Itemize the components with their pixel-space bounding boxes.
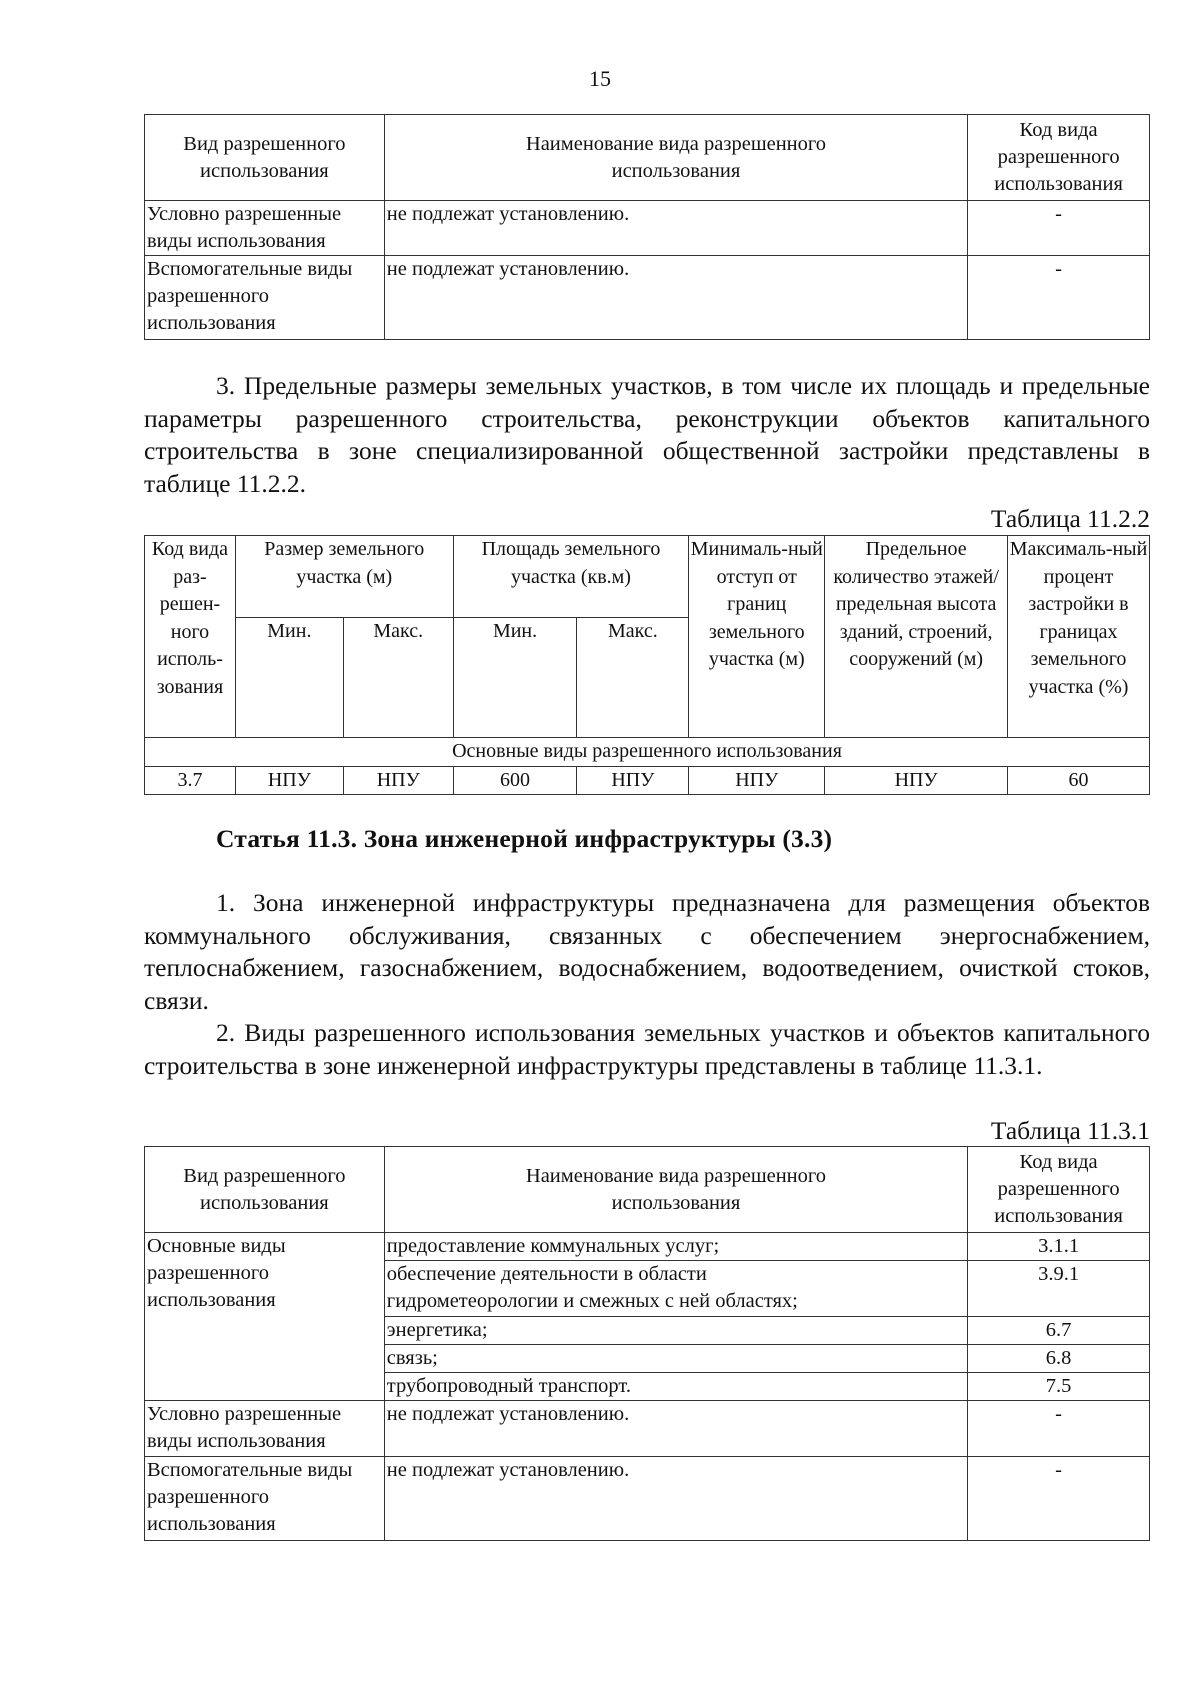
section-row: Основные виды разрешенного использования bbox=[145, 738, 1150, 767]
table-cell: - bbox=[968, 201, 1150, 256]
header-code: Код вида разрешенного использования bbox=[968, 1147, 1150, 1233]
table-cell: не подлежат установлению. bbox=[384, 256, 967, 340]
table-cell: 60 bbox=[1008, 766, 1150, 795]
table-cell: связь; bbox=[384, 1345, 967, 1373]
table-cell: 3.7 bbox=[145, 766, 236, 795]
header-size: Размер земельного участка (м) bbox=[235, 536, 453, 618]
table-cell: - bbox=[968, 1401, 1150, 1457]
header-type: Вид разрешенного использования bbox=[145, 115, 385, 201]
table-cell: НПУ bbox=[689, 766, 825, 795]
table-cell: обеспечение деятельности в области гидрометеорологии и смежных с ней областях; bbox=[384, 1261, 967, 1317]
table-cell: не подлежат установлению. bbox=[384, 1457, 967, 1541]
table-cell: трубопроводный транспорт. bbox=[384, 1373, 967, 1401]
header-name: Наименование вида разрешенного использования bbox=[384, 115, 967, 201]
table-cell: НПУ bbox=[343, 766, 453, 795]
header-code: Код вида раз-решен-ного исполь-зования bbox=[145, 536, 236, 738]
header-area-min: Мин. bbox=[453, 618, 577, 738]
caption-table-1122: Таблица 11.2.2 bbox=[990, 504, 1150, 533]
header-size-min: Мин. bbox=[235, 618, 343, 738]
header-size-max: Макс. bbox=[343, 618, 453, 738]
paragraph-3-text: 3. Предельные размеры земельных участков, в том числе их площадь и предельные параметры разрешенного строительства, реконструкции объектов капитального строительства в зоне специализированной общественной застройки представлены в таблице 11.2.2. bbox=[144, 371, 1150, 498]
table-cell: 6.8 bbox=[968, 1345, 1150, 1373]
paragraphs-11-3 bbox=[144, 887, 1150, 1082]
table-cell: Условно разрешенные виды использования bbox=[145, 1401, 385, 1457]
table-cell: 7.5 bbox=[968, 1373, 1150, 1401]
table-cell: НПУ bbox=[235, 766, 343, 795]
paragraph-3 bbox=[144, 370, 1150, 500]
table-cell: - bbox=[968, 1457, 1150, 1541]
table-cell: 3.1.1 bbox=[968, 1233, 1150, 1261]
table-cell: 6.7 bbox=[968, 1317, 1150, 1345]
table-1131 bbox=[144, 1146, 1150, 1541]
caption-table-1131: Таблица 11.3.1 bbox=[990, 1116, 1150, 1145]
table-cell: не подлежат установлению. bbox=[384, 201, 967, 256]
table-cell: НПУ bbox=[825, 766, 1008, 795]
table-cell: НПУ bbox=[577, 766, 689, 795]
table-cell: Вспомогательные виды разрешенного использования bbox=[145, 256, 385, 340]
table-1122 bbox=[144, 535, 1150, 795]
table-cell: предоставление коммунальных услуг; bbox=[384, 1233, 967, 1261]
header-percent: Максималь-ный процент застройки в границах земельного участка (%) bbox=[1008, 536, 1150, 738]
paragraph-1-text: 1. Зона инженерной инфраструктуры предназначена для размещения объектов коммунального обслуживания, связанных с обеспечением энергоснабжением, теплоснабжением, газоснабжением, водоснабжением, водоотведением, очисткой стоков, связи. bbox=[144, 888, 1150, 1015]
table-cell: 600 bbox=[453, 766, 577, 795]
header-setback: Минималь-ный отступ от границ земельного участка (м) bbox=[689, 536, 825, 738]
table-cell: не подлежат установлению. bbox=[384, 1401, 967, 1457]
table-cell-main-type: Основные виды разрешенного использования bbox=[145, 1233, 385, 1401]
header-floors: Предельное количество этажей/ предельная высота зданий, строений, сооружений (м) bbox=[825, 536, 1008, 738]
header-type: Вид разрешенного использования bbox=[145, 1147, 385, 1233]
table-cell: Вспомогательные виды разрешенного использования bbox=[145, 1457, 385, 1541]
header-area: Площадь земельного участка (кв.м) bbox=[453, 536, 689, 618]
page-number: 15 bbox=[589, 66, 611, 91]
article-heading: Статья 11.3. Зона инженерной инфраструктуры (3.3) bbox=[216, 824, 833, 853]
table-top bbox=[144, 114, 1150, 340]
table-cell: Условно разрешенные виды использования bbox=[145, 201, 385, 256]
header-area-max: Макс. bbox=[577, 618, 689, 738]
header-name: Наименование вида разрешенного использования bbox=[384, 1147, 967, 1233]
header-code: Код вида разрешенного использования bbox=[968, 115, 1150, 201]
table-cell: 3.9.1 bbox=[968, 1261, 1150, 1317]
paragraph-2-text: 2. Виды разрешенного использования земельных участков и объектов капитального строительства в зоне инженерной инфраструктуры представлены в таблице 11.3.1. bbox=[144, 1018, 1150, 1080]
table-cell: энергетика; bbox=[384, 1317, 967, 1345]
table-cell: - bbox=[968, 256, 1150, 340]
